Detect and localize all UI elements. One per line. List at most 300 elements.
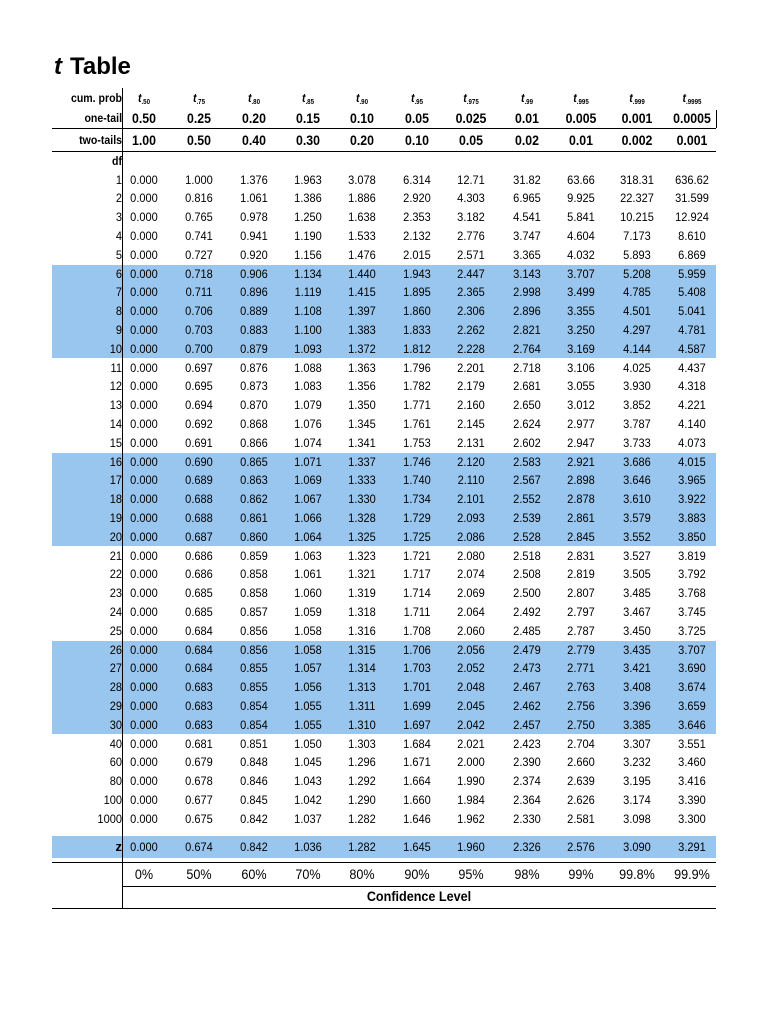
confidence-level-label: Confidence Level (366, 887, 472, 904)
table-row-cell: 1.350 (348, 398, 376, 413)
table-row-cell: 0.689 (185, 473, 213, 488)
table-row-cell: 1.701 (403, 680, 431, 695)
table-row-cell: 1.290 (348, 792, 376, 807)
df-value: 80 (109, 774, 122, 789)
table-row-cell: 3.499 (567, 285, 595, 300)
table-row-cell: 3.307 (623, 736, 651, 751)
table-row-cell: 1.671 (403, 755, 431, 770)
t-symbol: t (137, 91, 142, 105)
table-row (52, 641, 716, 660)
table-row-cell: 3.365 (513, 247, 541, 262)
table-row-cell: 8.610 (678, 228, 706, 243)
table-row-cell: 0.686 (185, 567, 213, 582)
table-row-cell: 1.963 (294, 172, 322, 187)
two-tails-label: two-tails (79, 133, 122, 147)
table-row-cell: 2.831 (567, 548, 595, 563)
table-row-cell: 2.518 (513, 548, 541, 563)
table-row-cell: 3.250 (567, 322, 595, 337)
table-row-cell: 2.330 (513, 811, 541, 826)
df-value: 8 (115, 304, 122, 319)
table-row-cell: 2.479 (513, 642, 541, 657)
table-row (52, 603, 716, 622)
table-row-cell: 2.681 (513, 379, 541, 394)
two-tails-cell: 0.002 (621, 132, 653, 148)
table-row-cell: 1.753 (403, 435, 431, 450)
table-row-cell: 0.685 (185, 604, 213, 619)
z-row-cell: 3.090 (623, 839, 651, 854)
table-row-cell: 3.747 (513, 228, 541, 243)
t-symbol: t (520, 91, 525, 105)
table-row-cell: 2.750 (567, 717, 595, 732)
cum-prob-subscript: .85 (305, 99, 315, 106)
table-row-cell: 10.215 (620, 210, 654, 225)
t-symbol: t (247, 91, 252, 105)
table-row-cell: 1.088 (294, 360, 322, 375)
table-row-cell: 0.697 (185, 360, 213, 375)
table-row-cell: 1.310 (348, 717, 376, 732)
title-rest: Table (70, 53, 131, 80)
table-row-cell: 1.962 (457, 811, 485, 826)
cum-prob-subscript: .80 (251, 99, 261, 106)
df-value: 22 (109, 567, 122, 582)
table-row-cell: 1.646 (403, 811, 431, 826)
table-row-cell: 0.856 (240, 623, 268, 638)
header-one-tail-row (52, 108, 716, 128)
table-row-cell: 0.000 (130, 398, 158, 413)
table-row-cell: 636.62 (675, 172, 709, 187)
two-tails-cell: 0.01 (569, 132, 593, 148)
table-row (52, 697, 716, 716)
table-row-cell: 3.922 (678, 492, 706, 507)
t-symbol: t (573, 91, 577, 105)
table-row-cell: 1.067 (294, 492, 322, 507)
table-row-cell: 1.740 (403, 473, 431, 488)
table-row-cell: 0.684 (185, 623, 213, 638)
table-row-cell: 2.000 (457, 755, 485, 770)
table-row-cell: 1.093 (294, 341, 322, 356)
table-row-cell: 3.792 (678, 567, 706, 582)
table-row-cell: 9.925 (567, 191, 595, 206)
table-row-cell: 2.771 (567, 661, 595, 676)
table-row-cell: 2.390 (513, 755, 541, 770)
table-row-cell: 3.659 (678, 698, 706, 713)
z-label: z (115, 838, 122, 854)
table-row-cell: 0.883 (240, 322, 268, 337)
one-tail-label: one-tail (84, 111, 122, 125)
two-tails-cell: 0.02 (515, 132, 539, 148)
table-row-cell: 1.058 (294, 642, 322, 657)
table-row-cell: 2.485 (513, 623, 541, 638)
table-row-cell: 3.686 (623, 454, 651, 469)
df-value: 5 (115, 247, 122, 262)
table-row-cell: 3.768 (678, 586, 706, 601)
table-row-cell: 0.000 (130, 642, 158, 657)
table-row-cell: 4.318 (678, 379, 706, 394)
table-row-cell: 2.015 (403, 247, 431, 262)
header-two-tails-row (52, 130, 716, 150)
table-row-cell: 0.868 (240, 416, 268, 431)
table-row-cell: 1.055 (294, 698, 322, 713)
table-row-cell: 2.048 (457, 680, 485, 695)
table-row (52, 509, 716, 528)
table-row-cell: 3.396 (623, 698, 651, 713)
table-row-cell: 2.552 (513, 492, 541, 507)
table-row-cell: 4.221 (678, 398, 706, 413)
table-row (52, 659, 716, 678)
table-row-cell: 0.889 (240, 304, 268, 319)
table-row-cell: 0.000 (130, 736, 158, 751)
table-row-cell: 0.688 (185, 510, 213, 525)
table-row-cell: 2.624 (513, 416, 541, 431)
table-row-cell: 1.074 (294, 435, 322, 450)
one-tail-cell: 0.025 (455, 110, 487, 126)
table-row-cell: 0.000 (130, 172, 158, 187)
table-row-cell: 0.727 (185, 247, 213, 262)
cum-prob-subscript: .975 (466, 99, 479, 106)
two-tails-cell: 0.50 (187, 132, 211, 148)
table-row-cell: 1.717 (403, 567, 431, 582)
table-row-cell: 0.863 (240, 473, 268, 488)
table-row (52, 377, 716, 396)
table-row-cell: 2.262 (457, 322, 485, 337)
table-row-cell: 4.541 (513, 210, 541, 225)
z-row (52, 836, 716, 858)
df-value: 40 (109, 736, 122, 751)
z-row-cell: 0.000 (130, 839, 158, 854)
two-tails-cell: 0.30 (296, 132, 320, 148)
table-row-cell: 1.058 (294, 623, 322, 638)
table-row-cell: 2.947 (567, 435, 595, 450)
table-row-cell: 1.190 (294, 228, 322, 243)
table-row-cell: 0.683 (185, 680, 213, 695)
confidence-cell: 50% (186, 865, 212, 882)
one-tail-cell: 0.20 (242, 110, 266, 126)
table-row-cell: 2.056 (457, 642, 485, 657)
confidence-cell: 80% (349, 865, 375, 882)
table-row-cell: 31.599 (675, 191, 709, 206)
table-row-cell: 0.000 (130, 473, 158, 488)
table-row-cell: 1.060 (294, 586, 322, 601)
df-value: 20 (109, 529, 122, 544)
table-row-cell: 0.706 (185, 304, 213, 319)
t-symbol: t (192, 91, 197, 105)
table-row-cell: 2.447 (457, 266, 485, 281)
cum-prob-subscript: .75 (196, 99, 206, 106)
df-value: 15 (109, 435, 122, 450)
table-row-cell: 2.500 (513, 586, 541, 601)
table-row-cell: 0.000 (130, 322, 158, 337)
table-row-cell: 1.660 (403, 792, 431, 807)
table-row (52, 810, 716, 829)
table-row-cell: 2.797 (567, 604, 595, 619)
table-row-cell: 2.650 (513, 398, 541, 413)
table-row-cell: 1.037 (294, 811, 322, 826)
df-value: 17 (109, 473, 122, 488)
table-row-cell: 1.059 (294, 604, 322, 619)
table-row-cell: 2.457 (513, 717, 541, 732)
table-row-cell: 2.467 (513, 680, 541, 695)
df-value: 7 (115, 285, 122, 300)
table-row-cell: 4.781 (678, 322, 706, 337)
table-row (52, 340, 716, 359)
table-row-cell: 2.132 (403, 228, 431, 243)
two-tails-cell: 0.20 (350, 132, 374, 148)
table-row-cell: 0.718 (185, 266, 213, 281)
table-row (52, 415, 716, 434)
table-row-cell: 0.684 (185, 661, 213, 676)
table-row-cell: 0.858 (240, 567, 268, 582)
table-row-cell: 1.083 (294, 379, 322, 394)
df-value: 2 (115, 191, 122, 206)
table-row-cell: 3.078 (348, 172, 376, 187)
table-row-cell: 1.703 (403, 661, 431, 676)
table-row-cell: 3.169 (567, 341, 595, 356)
page-title (54, 50, 131, 84)
table-row-cell: 1.134 (294, 266, 322, 281)
table-row-cell: 2.920 (403, 191, 431, 206)
table-row-cell: 1.440 (348, 266, 376, 281)
confidence-cell: 98% (514, 865, 540, 882)
table-row-cell: 0.000 (130, 247, 158, 262)
df-value: 13 (109, 398, 122, 413)
table-row-cell: 3.883 (678, 510, 706, 525)
one-tail-cell: 0.01 (515, 110, 539, 126)
table-row-cell: 4.785 (623, 285, 651, 300)
table-row-cell: 1.050 (294, 736, 322, 751)
table-row-cell: 1.325 (348, 529, 376, 544)
table-row-cell: 0.000 (130, 623, 158, 638)
table-row-cell: 1.363 (348, 360, 376, 375)
table-row-cell: 2.763 (567, 680, 595, 695)
table-row-cell: 1.796 (403, 360, 431, 375)
table-row-cell: 2.807 (567, 586, 595, 601)
table-row-cell: 0.692 (185, 416, 213, 431)
table-row-cell: 1.043 (294, 774, 322, 789)
table-row-cell: 1.386 (294, 191, 322, 206)
df-value: 16 (109, 454, 122, 469)
table-row-cell: 1.699 (403, 698, 431, 713)
table-row-cell: 0.681 (185, 736, 213, 751)
table-row-cell: 1.397 (348, 304, 376, 319)
table-row-cell: 2.861 (567, 510, 595, 525)
table-row-cell: 2.845 (567, 529, 595, 544)
z-row-cell: 0.674 (185, 839, 213, 854)
table-row-cell: 0.000 (130, 774, 158, 789)
df-value: 9 (115, 322, 122, 337)
table-row-cell: 4.025 (623, 360, 651, 375)
table-row-cell: 3.787 (623, 416, 651, 431)
table-row-cell: 3.745 (678, 604, 706, 619)
table-row-cell: 4.073 (678, 435, 706, 450)
df-value: 14 (109, 416, 122, 431)
table-row-cell: 0.691 (185, 435, 213, 450)
table-row-cell: 1.415 (348, 285, 376, 300)
table-row-cell: 1.066 (294, 510, 322, 525)
table-row-cell: 0.000 (130, 379, 158, 394)
two-tails-cell: 0.001 (676, 132, 708, 148)
table-row-cell: 4.587 (678, 341, 706, 356)
table-row-cell: 2.060 (457, 623, 485, 638)
table-row (52, 189, 716, 208)
table-row-cell: 0.000 (130, 435, 158, 450)
z-row-cell: 0.842 (240, 839, 268, 854)
table-row-cell: 3.551 (678, 736, 706, 751)
table-row-cell: 0.000 (130, 360, 158, 375)
table-row-cell: 2.787 (567, 623, 595, 638)
table-row-cell: 0.858 (240, 586, 268, 601)
df-value: 27 (109, 661, 122, 676)
table-row-cell: 0.000 (130, 548, 158, 563)
table-row-cell: 2.508 (513, 567, 541, 582)
two-tails-cell: 1.00 (132, 132, 156, 148)
cum-prob-subscript: .95 (414, 99, 424, 106)
one-tail-cell: 0.0005 (673, 110, 711, 126)
table-row-cell: 2.423 (513, 736, 541, 751)
table-row-cell: 0.816 (185, 191, 213, 206)
z-row-cell: 3.291 (678, 839, 706, 854)
table-row-cell: 2.462 (513, 698, 541, 713)
table-row-cell: 0.861 (240, 510, 268, 525)
confidence-cell: 70% (295, 865, 321, 882)
table-row-cell: 0.711 (185, 285, 213, 300)
table-row-cell: 1.319 (348, 586, 376, 601)
table-row-cell: 0.941 (240, 228, 268, 243)
one-tail-cell: 0.005 (565, 110, 597, 126)
table-row-cell: 2.131 (457, 435, 485, 450)
table-row-cell: 1.356 (348, 379, 376, 394)
table-row-cell: 1.664 (403, 774, 431, 789)
table-row-cell: 1.071 (294, 454, 322, 469)
table-row-cell: 0.684 (185, 642, 213, 657)
table-row-cell: 1.314 (348, 661, 376, 676)
table-row-cell: 2.093 (457, 510, 485, 525)
table-row-cell: 318.31 (620, 172, 654, 187)
table-row (52, 471, 716, 490)
table-row (52, 528, 716, 547)
table-row-cell: 3.579 (623, 510, 651, 525)
table-row-cell: 0.694 (185, 398, 213, 413)
table-row-cell: 1.316 (348, 623, 376, 638)
table-row-cell: 0.854 (240, 717, 268, 732)
table-row-cell: 1.990 (457, 774, 485, 789)
table-row-cell: 1.057 (294, 661, 322, 676)
table-row-cell: 0.856 (240, 642, 268, 657)
table-row-cell: 6.965 (513, 191, 541, 206)
table-row-cell: 3.725 (678, 623, 706, 638)
table-row-cell: 1.697 (403, 717, 431, 732)
t-symbol: t (410, 91, 415, 105)
table-row-cell: 1.119 (294, 285, 322, 300)
table-row-cell: 0.000 (130, 661, 158, 676)
table-row-cell: 2.704 (567, 736, 595, 751)
df-value: 30 (109, 717, 122, 732)
table-row-cell: 1.714 (403, 586, 431, 601)
table-row-cell: 1.311 (348, 698, 376, 713)
table-row-cell: 2.374 (513, 774, 541, 789)
table-row-cell: 3.300 (678, 811, 706, 826)
df-value: 24 (109, 604, 122, 619)
table-row-cell: 3.505 (623, 567, 651, 582)
table-row-cell: 2.819 (567, 567, 595, 582)
table-row-cell: 1.761 (403, 416, 431, 431)
table-row (52, 359, 716, 378)
table-row-cell: 2.779 (567, 642, 595, 657)
table-row-cell: 0.860 (240, 529, 268, 544)
table-row-cell: 0.000 (130, 698, 158, 713)
table-row-cell: 2.977 (567, 416, 595, 431)
table-row-cell: 1.860 (403, 304, 431, 319)
table-row-cell: 0.978 (240, 210, 268, 225)
table-row-cell: 1.533 (348, 228, 376, 243)
table-row (52, 283, 716, 302)
table-row-cell: 3.965 (678, 473, 706, 488)
two-tails-cell: 0.40 (242, 132, 266, 148)
table-row-cell: 0.000 (130, 510, 158, 525)
table-row (52, 396, 716, 415)
table-row-cell: 0.873 (240, 379, 268, 394)
table-row (52, 265, 716, 284)
table-row-cell: 1.069 (294, 473, 322, 488)
table-row-cell: 0.695 (185, 379, 213, 394)
z-row-cell: 2.326 (513, 839, 541, 854)
table-row-cell: 3.485 (623, 586, 651, 601)
t-symbol: t (629, 91, 633, 105)
table-row-cell: 0.876 (240, 360, 268, 375)
cum-prob-subscript: .50 (141, 99, 151, 106)
cum-prob-subscript: .9995 (686, 99, 702, 106)
confidence-cell: 99% (568, 865, 594, 882)
table-row-cell: 1.337 (348, 454, 376, 469)
table-row-cell: 1.943 (403, 266, 431, 281)
table-row-cell: 1.055 (294, 717, 322, 732)
df-value: 19 (109, 510, 122, 525)
table-row-cell: 2.571 (457, 247, 485, 262)
table-row-cell: 0.000 (130, 529, 158, 544)
table-row-cell: 0.677 (185, 792, 213, 807)
table-row-cell: 0.870 (240, 398, 268, 413)
table-row (52, 753, 716, 772)
table-row-cell: 1.684 (403, 736, 431, 751)
table-row-cell: 2.101 (457, 492, 485, 507)
table-row-cell: 4.303 (457, 191, 485, 206)
table-row-cell: 2.718 (513, 360, 541, 375)
table-row-cell: 1.100 (294, 322, 322, 337)
table-row-cell: 3.421 (623, 661, 651, 676)
table-row-cell: 2.776 (457, 228, 485, 243)
table-row-cell: 7.173 (623, 228, 651, 243)
table-row-cell: 3.106 (567, 360, 595, 375)
table-row-cell: 0.000 (130, 567, 158, 582)
table-row-cell: 1.303 (348, 736, 376, 751)
table-row-cell: 0.000 (130, 492, 158, 507)
table-row-cell: 0.866 (240, 435, 268, 450)
table-row-cell: 1.729 (403, 510, 431, 525)
table-row-cell: 3.707 (678, 642, 706, 657)
table-row-cell: 2.074 (457, 567, 485, 582)
table-row-cell: 0.700 (185, 341, 213, 356)
table-row-cell: 63.66 (567, 172, 595, 187)
df-value: 1000 (97, 811, 122, 826)
table-row-cell: 0.859 (240, 548, 268, 563)
df-value: 10 (109, 341, 122, 356)
df-value: 4 (115, 228, 122, 243)
table-bottom-border (52, 908, 716, 909)
table-row (52, 772, 716, 791)
df-value: 100 (103, 792, 122, 807)
df-value: 18 (109, 492, 122, 507)
z-row-cell: 1.036 (294, 839, 322, 854)
df-value: 26 (109, 642, 122, 657)
